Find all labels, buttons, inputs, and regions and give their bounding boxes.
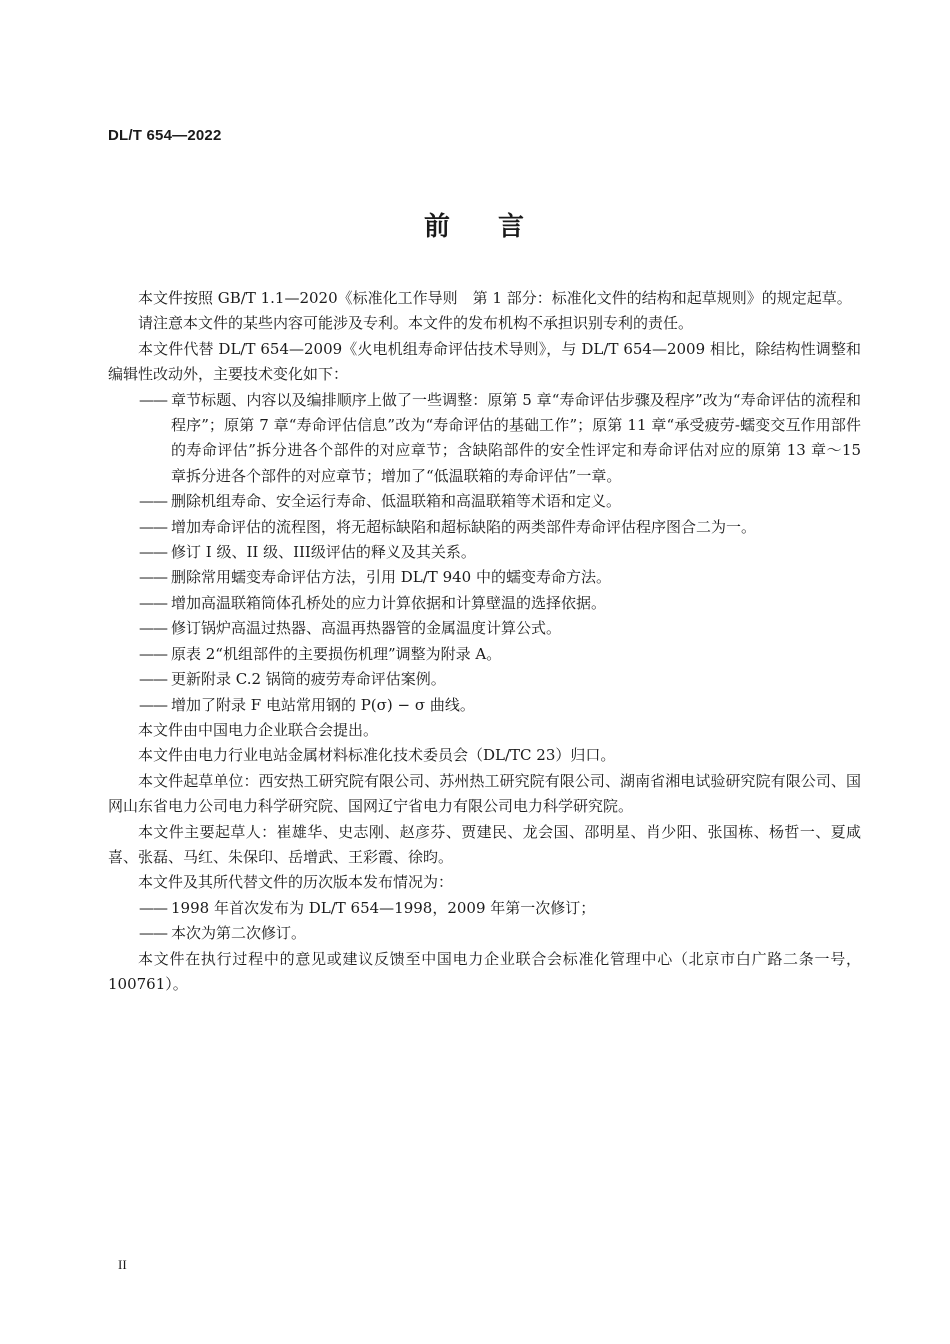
change-item — [108, 616, 861, 641]
change-text: 更新附录 C.2 锅筒的疲劳寿命评估案例。 — [171, 670, 446, 689]
change-item — [108, 693, 861, 718]
paragraph-drafters: 本文件主要起草人：崔雄华、史志刚、赵彦芬、贾建民、龙会国、邵明星、肖少阳、张国栋、杨哲一、夏咸喜、张磊、马红、朱保印、岳增武、王彩霞、徐昀。 — [108, 822, 861, 866]
foreword-body — [108, 286, 861, 997]
dash-mark: —— — [139, 695, 167, 714]
change-item — [108, 540, 861, 565]
change-text: 增加高温联箱筒体孔桥处的应力计算依据和计算壁温的选择依据。 — [171, 593, 607, 612]
history-item — [108, 896, 861, 921]
paragraph-feedback: 本文件在执行过程中的意见或建议反馈至中国电力企业联合会标准化管理中心（北京市白广路二条一号，100761）。 — [108, 949, 861, 993]
page-number: II — [118, 1257, 127, 1272]
paragraph-proposer: 本文件由中国电力企业联合会提出。 — [138, 720, 379, 739]
history-text: 本次为第二次修订。 — [171, 924, 307, 943]
change-text: 增加寿命评估的流程图，将无超标缺陷和超标缺陷的两类部件寿命评估程序图合二为一。 — [171, 517, 757, 536]
paragraph-replacement: 本文件代替 DL/T 654—2009《火电机组寿命评估技术导则》，与 DL/T 654—2009 相比，除结构性调整和编辑性改动外，主要技术变化如下： — [108, 339, 861, 384]
change-text: 修订锅炉高温过热器、高温再热器管的金属温度计算公式。 — [171, 619, 562, 638]
change-item — [108, 591, 861, 616]
dash-mark: —— — [139, 924, 167, 943]
change-text: 增加了附录 F 电站常用钢的 P(σ) − σ 曲线。 — [171, 695, 475, 714]
history-item — [108, 921, 861, 946]
dash-mark: —— — [139, 644, 167, 663]
paragraph-history-intro: 本文件及其所代替文件的历次版本发布情况为： — [138, 873, 454, 892]
paragraph-patent-notice: 请注意本文件的某些内容可能涉及专利。本文件的发布机构不承担识别专利的责任。 — [138, 314, 694, 333]
dash-mark: —— — [139, 492, 167, 511]
change-item — [108, 667, 861, 692]
change-item — [108, 489, 861, 514]
paragraph-drafting-rules: 本文件按照 GB/T 1.1—2020《标准化工作导则 第 1 部分：标准化文件的结构和起草规则》的规定起草。 — [138, 289, 852, 307]
change-text: 删除常用蠕变寿命评估方法，引用 DL/T 940 中的蠕变寿命方法。 — [171, 568, 611, 587]
change-item — [108, 565, 861, 590]
standard-code: DL/T 654—2022 — [108, 127, 222, 144]
dash-mark: —— — [139, 593, 167, 612]
change-text: 修订 I 级、II 级、III级评估的释义及其关系。 — [171, 543, 476, 562]
paragraph-committee: 本文件由电力行业电站金属材料标准化技术委员会（DL/TC 23）归口。 — [138, 746, 616, 765]
change-item — [108, 642, 861, 667]
paragraph-drafting-units: 本文件起草单位：西安热工研究院有限公司、苏州热工研究院有限公司、湖南省湘电试验研究院有限公司、国网山东省电力公司电力科学研究院、国网辽宁省电力有限公司电力科学研究院。 — [108, 771, 861, 816]
title-char-2: 言 — [498, 212, 527, 242]
change-text: 删除机组寿命、安全运行寿命、低温联箱和高温联箱等术语和定义。 — [171, 492, 622, 511]
change-item — [108, 388, 861, 490]
dash-mark: —— — [139, 670, 167, 689]
dash-mark: —— — [139, 619, 167, 638]
change-text: 章节标题、内容以及编排顺序上做了一些调整：原第 5 章“寿命评估步骤及程序”改为“寿命评估的流程和程序”；原第 7 章“寿命评估信息”改为“寿命评估的基础工作”；原第 11 章“承受疲劳-蠕变交互作用部件的寿命评估”拆分进各个部件的对应章节；含缺陷部件的安全性评定和寿命评估对应的原第 13 章～15 章拆分进各个部件的对应章节；增加了“低温联箱的寿命评估”一章。 — [171, 390, 861, 485]
dash-mark: —— — [139, 517, 167, 536]
dash-mark: —— — [139, 568, 167, 587]
page-title — [0, 206, 950, 243]
change-text: 原表 2“机组部件的主要损伤机理”调整为附录 A。 — [171, 644, 502, 663]
change-item — [108, 515, 861, 540]
dash-mark: —— — [139, 898, 167, 917]
title-char-1: 前 — [423, 212, 452, 242]
dash-mark: —— — [139, 543, 167, 562]
dash-mark: —— — [139, 390, 167, 409]
history-text: 1998 年首次发布为 DL/T 654—1998，2009 年第一次修订； — [171, 898, 596, 917]
